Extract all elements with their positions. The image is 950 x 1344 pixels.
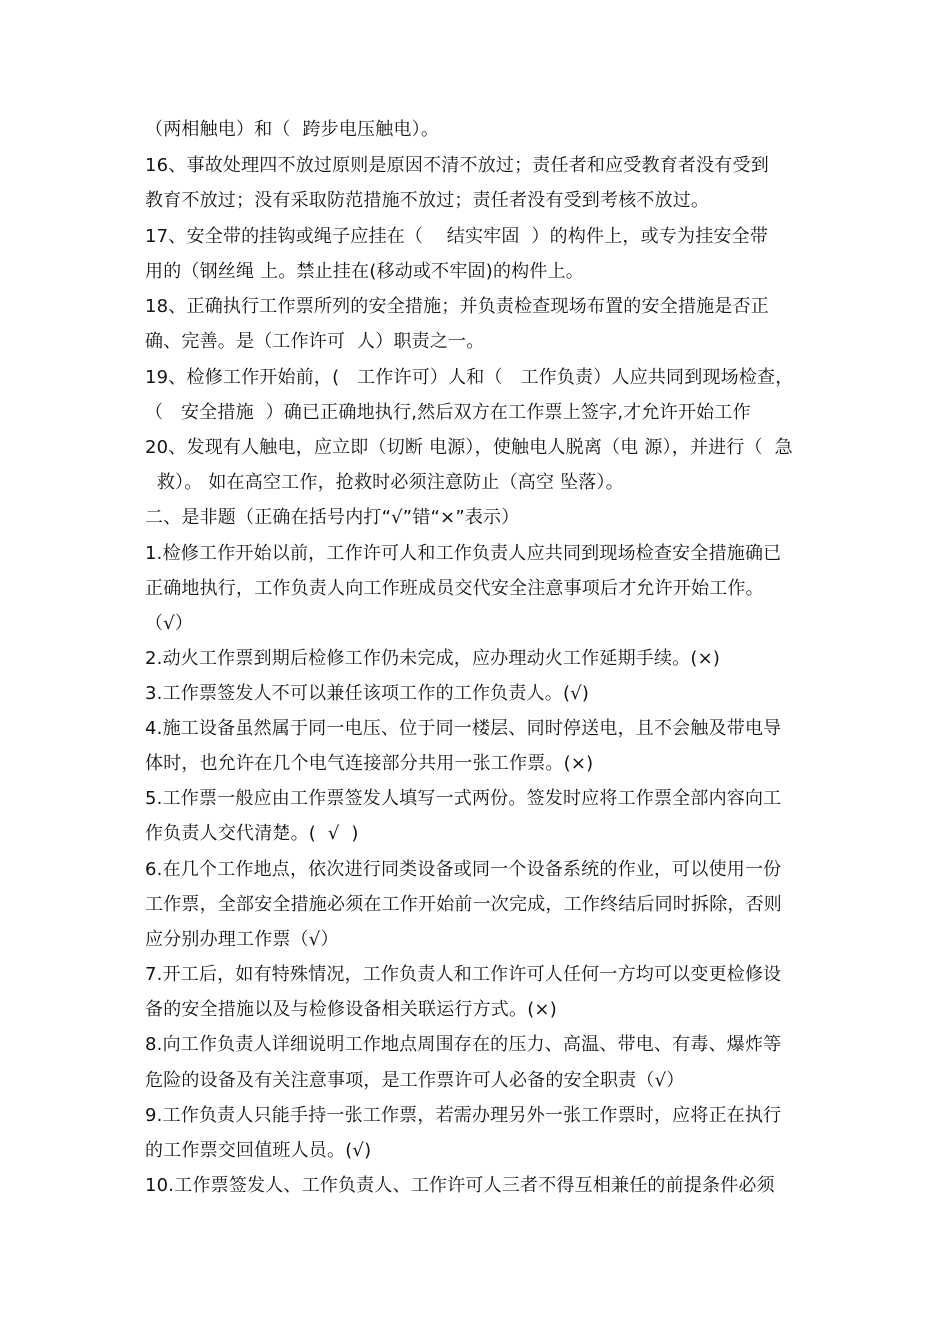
text-line: 18、正确执行工作票所列的安全措施；并负责检查现场布置的安全措施是否正 [145,296,769,317]
text-line: 16、事故处理四不放过原则是原因不清不放过；责任者和应受教育者没有受到 [145,155,769,176]
text-line: 体时，也允许在几个电气连接部分共用一张工作票。(×) [145,753,594,774]
text-line: 2.动火工作票到期后检修工作仍未完成，应办理动火工作延期手续。(×) [145,648,721,669]
section-heading: 二、是非题（正确在括号内打“√”错“×”表示） [145,507,520,528]
text-line: 3.工作票签发人不可以兼任该项工作的工作负责人。(√) [145,683,590,704]
text-line: 正确地执行，工作负责人向工作班成员交代安全注意事项后才允许开始工作。 [145,578,764,599]
text-line: 5.工作票一般应由工作票签发人填写一式两份。签发时应将工作票全部内容向工 [145,788,782,809]
text-line: 用的（钢丝绳 上。禁止挂在(移动或不牢固)的构件上。 [145,261,584,282]
text-line: 8.向工作负责人详细说明工作地点周围存在的压力、高温、带电、有毒、爆炸等 [145,1034,782,1055]
text-line: 救）。 如在高空工作，抢救时必须注意防止（高空 坠落）。 [145,472,624,493]
text-line: 17、安全带的挂钩或绳子应挂在（ 结实牢固 ）的构件上，或专为挂安全带 [145,226,769,247]
text-line: 应分别办理工作票（√） [145,929,339,950]
text-line: 4.施工设备虽然属于同一电压、位于同一楼层、同时停送电，且不会触及带电导 [145,718,782,739]
text-line: （两相触电）和（ 跨步电压触电）。 [145,119,440,140]
text-line: 作负责人交代清楚。( √ ) [145,823,359,844]
text-line: （√） [145,613,194,634]
text-line: 确、完善。是（工作许可 人）职责之一。 [145,331,485,352]
text-line: 工作票，全部安全措施必须在工作开始前一次完成，工作终结后同时拆除，否则 [145,894,782,915]
text-line: 的工作票交回值班人员。(√) [145,1140,372,1161]
text-line: 1.检修工作开始以前，工作许可人和工作负责人应共同到现场检查安全措施确已 [145,543,782,564]
text-line: 6.在几个工作地点，依次进行同类设备或同一个设备系统的作业，可以使用一份 [145,859,782,880]
text-line: 7.开工后，如有特殊情况，工作负责人和工作许可人任何一方均可以变更检修设 [145,964,782,985]
text-line: 9.工作负责人只能手持一张工作票，若需办理另外一张工作票时，应将正在执行 [145,1105,782,1126]
text-line: 19、检修工作开始前，( 工作许可）人和（ 工作负责）人应共同到现场检查， [145,367,794,388]
text-line: （ 安全措施 ）确已正确地执行,然后双方在工作票上签字,才允许开始工作 [145,402,751,423]
text-line: 危险的设备及有关注意事项，是工作票许可人必备的安全职责（√） [145,1070,685,1091]
text-line: 10.工作票签发人、工作负责人、工作许可人三者不得互相兼任的前提条件必须 [145,1175,775,1196]
text-line: 教育不放过；没有采取防范措施不放过；责任者没有受到考核不放过。 [145,190,710,211]
text-line: 备的安全措施以及与检修设备相关联运行方式。(×) [145,999,557,1020]
text-line: 20、发现有人触电，应立即（切断 电源），使触电人脱离（电 源），并进行（ 急 [145,437,793,458]
